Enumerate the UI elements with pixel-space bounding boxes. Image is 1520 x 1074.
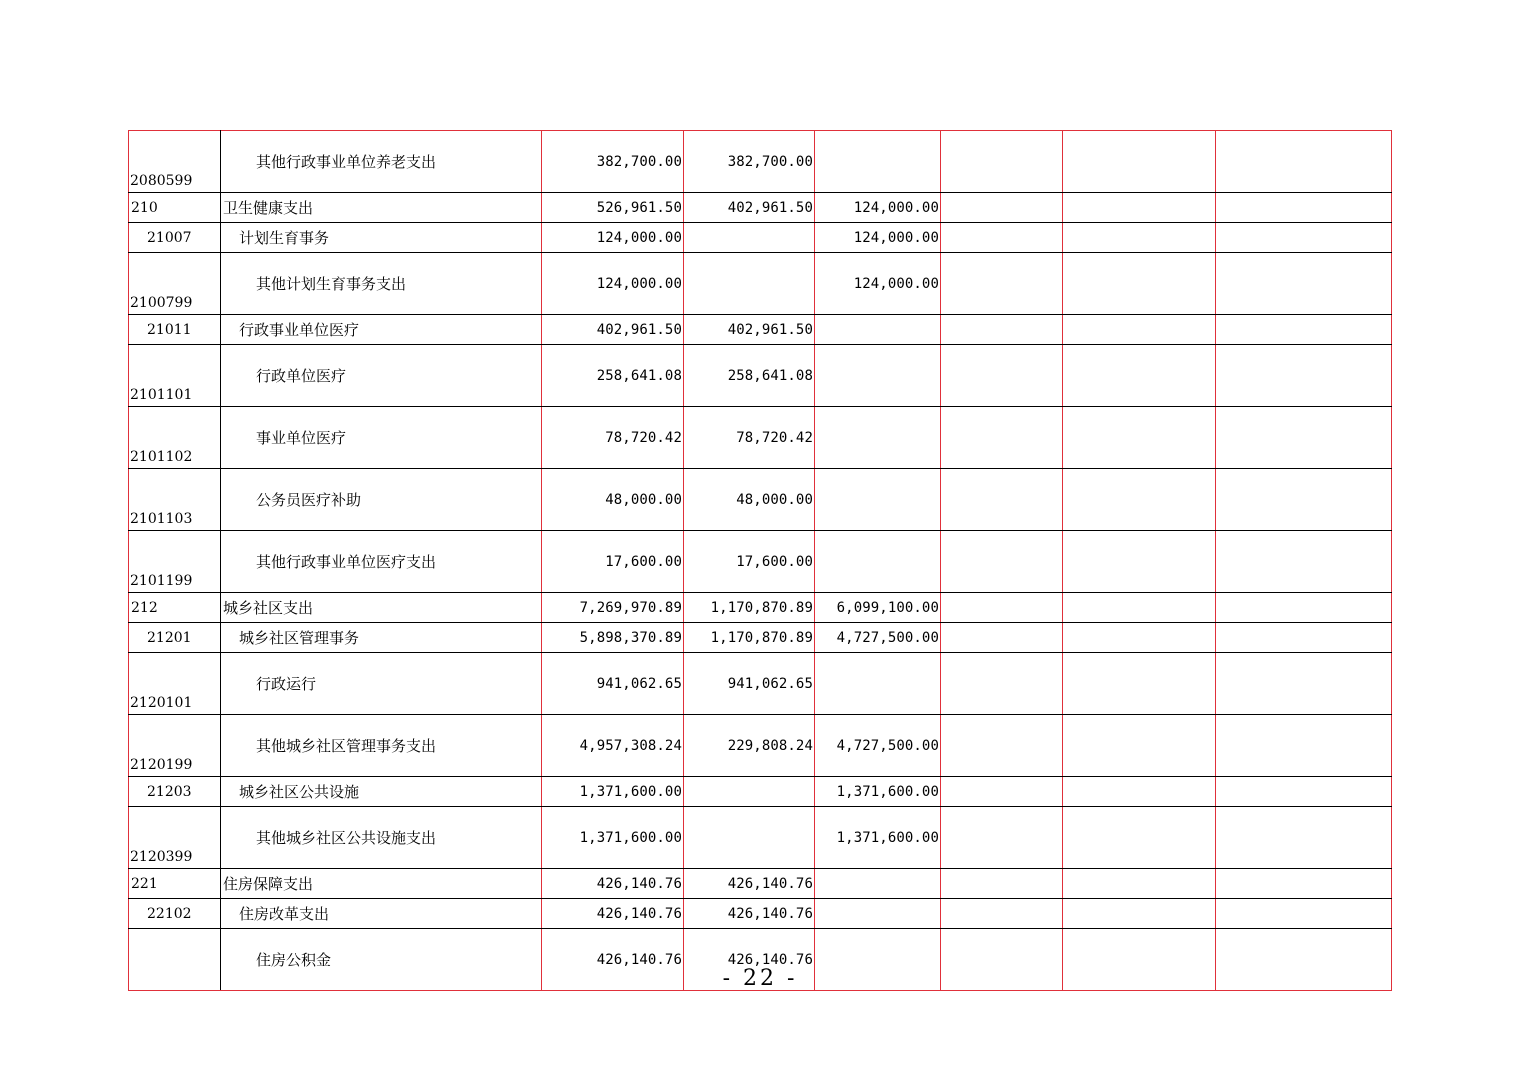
table-row	[129, 345, 1392, 407]
project-expenditure-cell	[815, 345, 941, 407]
total-cell: 1,371,600.00	[542, 807, 684, 869]
subject-name-cell: 其他行政事业单位医疗支出	[221, 531, 542, 593]
basic-expenditure-cell: 426,140.76	[684, 899, 815, 929]
empty-cell	[1063, 777, 1216, 807]
subject-code-cell: 2120399	[129, 807, 221, 869]
empty-cell	[1216, 623, 1392, 653]
subject-name-cell: 城乡社区管理事务	[221, 623, 542, 653]
empty-cell	[941, 807, 1063, 869]
subject-name-cell: 住房改革支出	[221, 899, 542, 929]
project-expenditure-cell: 124,000.00	[815, 223, 941, 253]
project-expenditure-cell: 6,099,100.00	[815, 593, 941, 623]
total-cell: 402,961.50	[542, 315, 684, 345]
project-expenditure-cell	[815, 131, 941, 193]
total-cell: 48,000.00	[542, 469, 684, 531]
empty-cell	[1063, 253, 1216, 315]
total-cell: 941,062.65	[542, 653, 684, 715]
empty-cell	[941, 653, 1063, 715]
empty-cell	[941, 593, 1063, 623]
basic-expenditure-cell: 48,000.00	[684, 469, 815, 531]
table-row	[129, 869, 1392, 899]
subject-code-cell: 2120101	[129, 653, 221, 715]
subject-name-cell: 其他计划生育事务支出	[221, 253, 542, 315]
project-expenditure-cell: 4,727,500.00	[815, 715, 941, 777]
empty-cell	[1216, 315, 1392, 345]
subject-name-cell: 住房保障支出	[221, 869, 542, 899]
empty-cell	[1063, 715, 1216, 777]
subject-name-cell: 住房公积金	[221, 929, 542, 991]
project-expenditure-cell	[815, 469, 941, 531]
empty-cell	[1216, 593, 1392, 623]
project-expenditure-cell	[815, 315, 941, 345]
empty-cell	[1063, 593, 1216, 623]
empty-cell	[1216, 469, 1392, 531]
project-expenditure-cell	[815, 407, 941, 469]
table-body	[129, 131, 1392, 991]
empty-cell	[1216, 869, 1392, 899]
empty-cell	[941, 407, 1063, 469]
project-expenditure-cell: 1,371,600.00	[815, 777, 941, 807]
subject-code-cell: 2101101	[129, 345, 221, 407]
table-row	[129, 593, 1392, 623]
empty-cell	[1063, 193, 1216, 223]
basic-expenditure-cell: 1,170,870.89	[684, 623, 815, 653]
subject-code-cell: 210	[129, 193, 221, 223]
empty-cell	[1063, 315, 1216, 345]
empty-cell	[1063, 623, 1216, 653]
table-row	[129, 223, 1392, 253]
empty-cell	[1216, 193, 1392, 223]
table-row	[129, 653, 1392, 715]
table-row	[129, 407, 1392, 469]
empty-cell	[941, 315, 1063, 345]
empty-cell	[1216, 223, 1392, 253]
total-cell: 124,000.00	[542, 253, 684, 315]
subject-code-cell: 21203	[129, 777, 221, 807]
subject-name-cell: 行政单位医疗	[221, 345, 542, 407]
empty-cell	[1063, 407, 1216, 469]
table-row	[129, 193, 1392, 223]
empty-cell	[941, 623, 1063, 653]
basic-expenditure-cell	[684, 223, 815, 253]
page-number: - 22 -	[722, 966, 798, 991]
project-expenditure-cell: 124,000.00	[815, 193, 941, 223]
subject-name-cell: 其他行政事业单位养老支出	[221, 131, 542, 193]
project-expenditure-cell	[815, 869, 941, 899]
subject-code-cell: 212	[129, 593, 221, 623]
empty-cell	[1063, 869, 1216, 899]
basic-expenditure-cell: 402,961.50	[684, 193, 815, 223]
empty-cell	[1216, 253, 1392, 315]
total-cell: 258,641.08	[542, 345, 684, 407]
basic-expenditure-cell: 78,720.42	[684, 407, 815, 469]
subject-code-cell: 21201	[129, 623, 221, 653]
project-expenditure-cell	[815, 531, 941, 593]
table-row	[129, 315, 1392, 345]
empty-cell	[941, 131, 1063, 193]
project-expenditure-cell: 4,727,500.00	[815, 623, 941, 653]
subject-code-cell: 2101102	[129, 407, 221, 469]
empty-cell	[1063, 131, 1216, 193]
table-row	[129, 469, 1392, 531]
empty-cell	[1216, 653, 1392, 715]
total-cell: 124,000.00	[542, 223, 684, 253]
empty-cell	[1216, 807, 1392, 869]
empty-cell	[1063, 899, 1216, 929]
basic-expenditure-cell: 258,641.08	[684, 345, 815, 407]
empty-cell	[941, 899, 1063, 929]
subject-name-cell: 行政事业单位医疗	[221, 315, 542, 345]
total-cell: 526,961.50	[542, 193, 684, 223]
subject-code-cell: 22102	[129, 899, 221, 929]
table-row	[129, 623, 1392, 653]
subject-name-cell: 城乡社区公共设施	[221, 777, 542, 807]
subject-name-cell: 其他城乡社区管理事务支出	[221, 715, 542, 777]
total-cell: 382,700.00	[542, 131, 684, 193]
empty-cell	[1063, 469, 1216, 531]
empty-cell	[941, 715, 1063, 777]
empty-cell	[941, 253, 1063, 315]
table-row	[129, 715, 1392, 777]
project-expenditure-cell: 124,000.00	[815, 253, 941, 315]
total-cell: 426,140.76	[542, 899, 684, 929]
empty-cell	[1216, 131, 1392, 193]
subject-code-cell: 2100799	[129, 253, 221, 315]
empty-cell	[941, 223, 1063, 253]
basic-expenditure-cell: 426,140.76	[684, 929, 815, 991]
basic-expenditure-cell: 941,062.65	[684, 653, 815, 715]
subject-name-cell: 事业单位医疗	[221, 407, 542, 469]
subject-name-cell: 行政运行	[221, 653, 542, 715]
empty-cell	[1063, 345, 1216, 407]
basic-expenditure-cell	[684, 253, 815, 315]
subject-code-cell: 21011	[129, 315, 221, 345]
subject-name-cell: 计划生育事务	[221, 223, 542, 253]
expenditure-table	[128, 130, 1392, 991]
subject-code-cell: 2101103	[129, 469, 221, 531]
subject-code-cell: 221	[129, 869, 221, 899]
basic-expenditure-cell: 402,961.50	[684, 315, 815, 345]
empty-cell	[1216, 407, 1392, 469]
empty-cell	[941, 777, 1063, 807]
empty-cell	[1216, 899, 1392, 929]
total-cell: 426,140.76	[542, 869, 684, 899]
basic-expenditure-cell: 229,808.24	[684, 715, 815, 777]
total-cell: 17,600.00	[542, 531, 684, 593]
subject-name-cell: 卫生健康支出	[221, 193, 542, 223]
total-cell: 78,720.42	[542, 407, 684, 469]
project-expenditure-cell: 1,371,600.00	[815, 807, 941, 869]
subject-name-cell: 城乡社区支出	[221, 593, 542, 623]
empty-cell	[941, 531, 1063, 593]
empty-cell	[1216, 715, 1392, 777]
subject-code-cell: 21007	[129, 223, 221, 253]
empty-cell	[941, 193, 1063, 223]
basic-expenditure-cell: 426,140.76	[684, 869, 815, 899]
basic-expenditure-cell	[684, 777, 815, 807]
empty-cell	[1063, 653, 1216, 715]
subject-name-cell: 其他城乡社区公共设施支出	[221, 807, 542, 869]
table-row	[129, 131, 1392, 193]
empty-cell	[1063, 807, 1216, 869]
total-cell: 1,371,600.00	[542, 777, 684, 807]
total-cell: 5,898,370.89	[542, 623, 684, 653]
empty-cell	[941, 469, 1063, 531]
total-cell: 7,269,970.89	[542, 593, 684, 623]
total-cell: 426,140.76	[542, 929, 684, 991]
empty-cell	[1216, 345, 1392, 407]
table-row	[129, 253, 1392, 315]
total-cell: 4,957,308.24	[542, 715, 684, 777]
basic-expenditure-cell: 1,170,870.89	[684, 593, 815, 623]
project-expenditure-cell	[815, 899, 941, 929]
subject-code-cell: 2101199	[129, 531, 221, 593]
basic-expenditure-cell	[684, 807, 815, 869]
empty-cell	[1063, 223, 1216, 253]
subject-code-cell: 2120199	[129, 715, 221, 777]
subject-name-cell: 公务员医疗补助	[221, 469, 542, 531]
empty-cell	[1216, 531, 1392, 593]
basic-expenditure-cell: 382,700.00	[684, 131, 815, 193]
table-row	[129, 531, 1392, 593]
project-expenditure-cell	[815, 653, 941, 715]
table-row	[129, 777, 1392, 807]
subject-code-cell: 2080599	[129, 131, 221, 193]
table-row	[129, 899, 1392, 929]
empty-cell	[1216, 777, 1392, 807]
empty-cell	[1063, 531, 1216, 593]
basic-expenditure-cell: 17,600.00	[684, 531, 815, 593]
table-row	[129, 807, 1392, 869]
empty-cell	[941, 869, 1063, 899]
empty-cell	[941, 345, 1063, 407]
